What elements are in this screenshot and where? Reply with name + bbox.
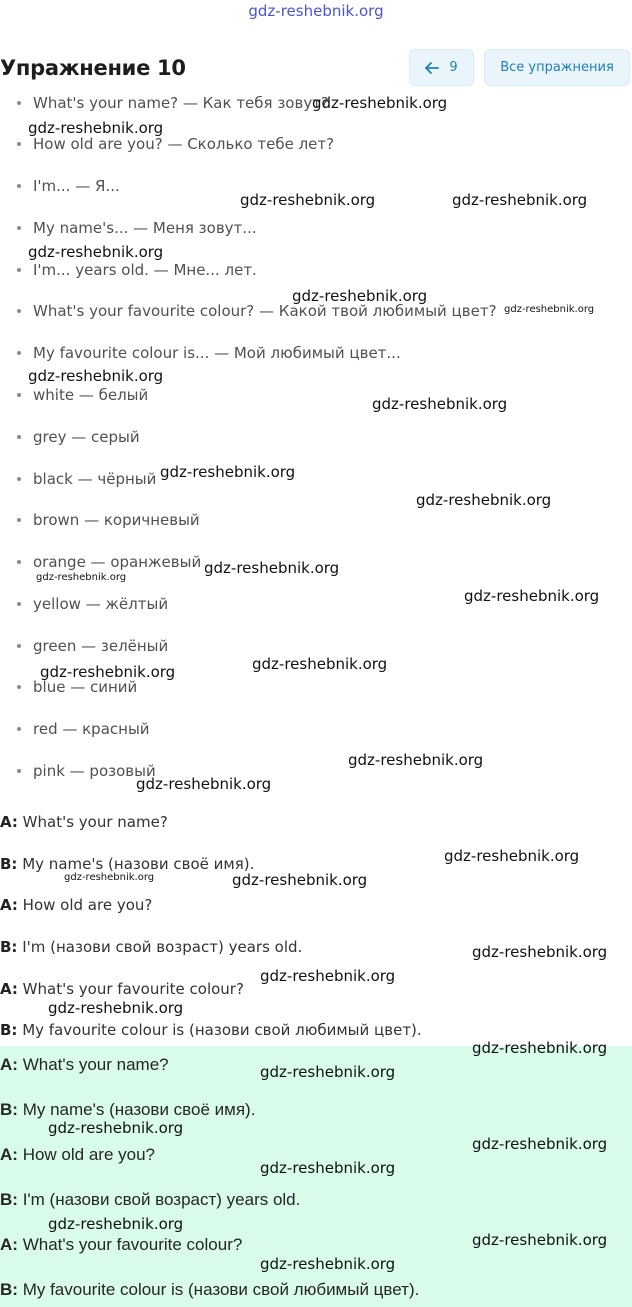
watermark-text: gdz-reshebnik.org [292,287,428,305]
bullet-icon [17,184,21,188]
watermark-text: gdz-reshebnik.org [452,191,588,209]
bullet-icon [17,727,21,731]
watermark-text: gdz-reshebnik.org [64,872,155,883]
vocab-item [0,592,168,616]
bullet-icon [17,268,21,272]
vocab-text: orange — оранжевый [33,553,202,571]
watermark-text: gdz-reshebnik.org [260,1255,396,1273]
page-title: Упражнение 10 [0,56,186,80]
bullet-icon [17,518,21,522]
prev-exercise-button[interactable] [409,49,474,86]
vocab-item [0,258,257,282]
vocab-item [0,383,148,407]
vocab-item [0,634,168,658]
vocab-text: yellow — жёлтый [33,595,169,613]
speaker-label: B: [0,855,18,873]
answer-line [0,1100,255,1120]
line-text: What's your favourite colour? [22,980,244,998]
line-text: My favourite colour is (назови свой любимый цвет). [22,1021,422,1039]
watermark-text: gdz-reshebnik.org [416,491,552,509]
watermark-text: gdz-reshebnik.org [472,1135,608,1153]
answer-line [0,1190,300,1210]
vocab-item [0,508,200,532]
watermark-text: gdz-reshebnik.org [260,967,396,985]
bullet-icon [17,644,21,648]
dialogue-line [0,896,152,914]
vocab-item [0,216,257,240]
vocab-text: pink — розовый [33,762,156,780]
vocab-text: I'm... years old. — Мне... лет. [33,261,257,279]
site-logo-text[interactable]: gdz-reshebnik.org [248,2,384,20]
vocab-text: grey — серый [33,428,140,446]
speaker-label: A: [0,896,18,914]
speaker-label: A: [0,1055,18,1074]
watermark-text: gdz-reshebnik.org [36,572,127,583]
watermark-text: gdz-reshebnik.org [472,1039,608,1057]
watermark-text: gdz-reshebnik.org [372,395,508,413]
line-text: What's your name? [22,1055,169,1074]
watermark-text: gdz-reshebnik.org [136,775,272,793]
line-text: My favourite colour is (назови свой любимый цвет). [22,1280,420,1299]
vocab-text: black — чёрный [33,470,157,488]
bullet-icon [17,393,21,397]
answer-line [0,1145,155,1165]
line-text: I'm (назови свой возраст) years old. [22,1190,301,1209]
bullet-icon [17,101,21,105]
vocab-text: My favourite colour is... — Мой любимый цвет... [33,344,401,362]
vocab-item [0,717,150,741]
watermark-text: gdz-reshebnik.org [204,559,340,577]
watermark-text: gdz-reshebnik.org [504,304,595,315]
watermark-text: gdz-reshebnik.org [464,587,600,605]
bullet-icon [17,685,21,689]
dialogue-line [0,855,254,873]
vocab-text: brown — коричневый [33,511,200,529]
speaker-label: A: [0,1235,18,1254]
watermark-text: gdz-reshebnik.org [232,871,368,889]
watermark-text: gdz-reshebnik.org [28,243,164,261]
line-text: What's your favourite colour? [22,1235,243,1254]
vocab-item [0,759,156,783]
vocab-item [0,425,140,449]
vocab-item [0,467,156,491]
watermark-text: gdz-reshebnik.org [444,847,580,865]
speaker-label: B: [0,938,18,956]
bullet-icon [17,560,21,564]
watermark-text: gdz-reshebnik.org [252,655,388,673]
speaker-label: A: [0,1145,18,1164]
speaker-label: A: [0,813,18,831]
dialogue-line [0,980,244,998]
line-text: How old are you? [22,896,153,914]
watermark-text: gdz-reshebnik.org [240,191,376,209]
vocab-text: My name's... — Меня зовут... [33,219,257,237]
watermark-text: gdz-reshebnik.org [260,1159,396,1177]
bullet-icon [17,309,21,313]
line-text: My name's (назови своё имя). [22,1100,256,1119]
vocab-text: white — белый [33,386,149,404]
watermark-text: gdz-reshebnik.org [48,999,184,1017]
watermark-text: gdz-reshebnik.org [40,663,176,681]
watermark-text: gdz-reshebnik.org [48,1215,184,1233]
vocab-text: What's your name? — Как тебя зовут? [33,94,329,112]
watermark-text: gdz-reshebnik.org [348,751,484,769]
speaker-label: A: [0,980,18,998]
answer-line [0,1055,169,1075]
vocab-text: blue — синий [33,678,138,696]
bullet-icon [17,226,21,230]
watermark-text: gdz-reshebnik.org [48,1119,184,1137]
line-text: What's your name? [22,813,168,831]
vocab-text: I'm... — Я... [33,177,120,195]
bullet-icon [17,602,21,606]
watermark-text: gdz-reshebnik.org [472,1231,608,1249]
all-exercises-button[interactable]: Все упражнения [484,49,630,86]
vocab-text: red — красный [33,720,150,738]
vocab-text: What's your favourite colour? — Какой твой любимый цвет? [33,302,497,320]
speaker-label: B: [0,1021,18,1039]
watermark-text: gdz-reshebnik.org [472,943,608,961]
watermark-text: gdz-reshebnik.org [28,367,164,385]
prev-exercise-number: 9 [449,60,458,75]
vocab-text: How old are you? — Сколько тебе лет? [33,135,335,153]
vocab-item [0,174,120,198]
dialogue-line [0,813,168,831]
bullet-icon [17,477,21,481]
vocab-item [0,341,401,365]
watermark-text: gdz-reshebnik.org [160,463,296,481]
watermark-text: gdz-reshebnik.org [260,1063,396,1081]
speaker-label: B: [0,1190,18,1209]
bullet-icon [17,351,21,355]
vocab-item [0,550,201,574]
vocab-item [0,91,329,115]
line-text: I'm (назови свой возраст) years old. [22,938,303,956]
dialogue-line [0,938,302,956]
line-text: How old are you? [22,1145,155,1164]
speaker-label: B: [0,1100,18,1119]
watermark-text: gdz-reshebnik.org [28,119,164,137]
watermark-text: gdz-reshebnik.org [312,94,448,112]
bullet-icon [17,142,21,146]
bullet-icon [17,435,21,439]
speaker-label: B: [0,1280,18,1299]
line-text: My name's (назови своё имя). [22,855,255,873]
dialogue-line [0,1021,422,1039]
bullet-icon [17,769,21,773]
answer-line [0,1280,419,1300]
answer-line [0,1235,242,1255]
arrow-left-icon [425,62,439,74]
vocab-text: green — зелёный [33,637,169,655]
